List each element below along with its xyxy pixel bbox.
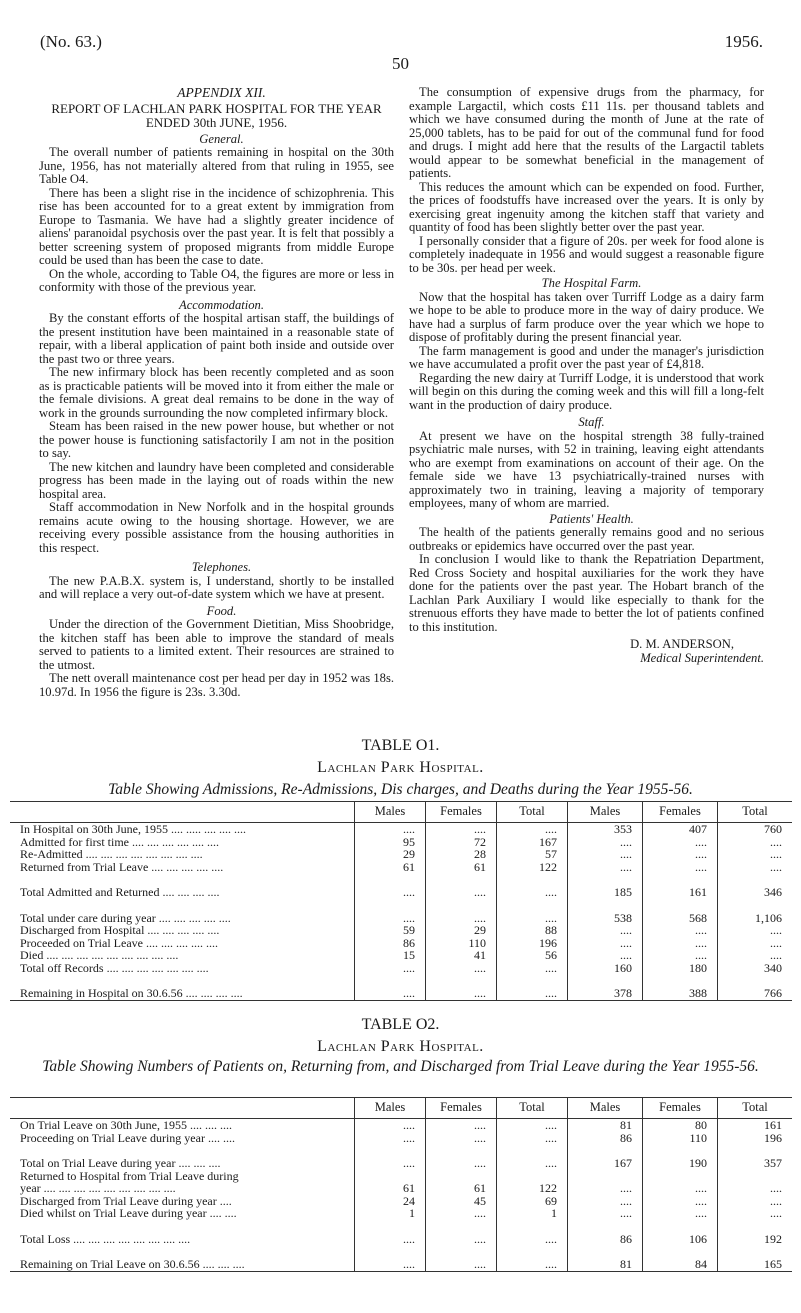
table-cell: 165 xyxy=(718,1258,793,1271)
table-cell: .... xyxy=(355,987,426,1000)
paragraph: The health of the patients generally remains good and no serious outbreaks or epidemics have occurred over the past year. xyxy=(409,525,764,553)
table-cell: 180 xyxy=(643,962,718,975)
row-label: Returned to Hospital from Trial Leave during xyxy=(20,1168,239,1183)
table-cell: 122 xyxy=(497,861,568,874)
table-cell: .... xyxy=(426,1119,497,1132)
table-cell: 61 xyxy=(355,1182,426,1195)
header-document-number: (No. 63.) xyxy=(40,32,102,51)
table-cell: .... xyxy=(718,1182,793,1195)
table-cell: .... xyxy=(643,1195,718,1208)
paragraph: By the constant efforts of the hospital artisan staff, the buildings of the present institution have been maintained in a reasonable state of repair, with a liberal application of paint both inside and outside over the past two or three years. xyxy=(39,311,394,366)
paragraph: At present we have on the hospital strength 38 fully-trained psychiatric male nurses, with 52 in training, leaving eight attendants who are exempt from examinations on account of their age. On the female side we have 13 psychiatrically-trained nurses with approximately two in training, leaving a majority of temporary employees, many of whom are married. xyxy=(409,428,764,510)
table-cell: 45 xyxy=(426,1195,497,1208)
table-header-cell: Males xyxy=(355,1098,426,1119)
table-cell: 29 xyxy=(426,924,497,937)
table-row xyxy=(10,962,792,975)
table-cell: .... xyxy=(718,1195,793,1208)
table-cell xyxy=(355,899,426,912)
table-cell: .... xyxy=(643,937,718,950)
paragraph: Now that the hospital has taken over Turriff Lodge as a dairy farm we hope to be able to produce more in the way of dairy produce. We have had a surplus of farm produce over the year which we hope to dispose of profitably during the present financial year. xyxy=(409,289,764,344)
table-header-cell: Males xyxy=(355,802,426,823)
row-label: Died .... .... .... .... .... .... .... .... .... xyxy=(20,948,179,962)
table-row xyxy=(10,1119,792,1132)
table-cell: .... xyxy=(355,1157,426,1170)
table-cell: .... xyxy=(718,861,793,874)
table-header-label xyxy=(10,1098,355,1119)
table-cell: .... xyxy=(426,823,497,836)
table-header-cell: Total xyxy=(497,1098,568,1119)
table-row xyxy=(10,1220,792,1233)
paragraph: The consumption of expensive drugs from the pharmacy, for example Largactil, which costs £11 11s. per thousand tablets and which we have consumed during the month of June at the rate of 25,000 tablets, has to be paid for out of the communal fund for food and drugs. I might add here that the results of the Largactil tablets would appear to be somewhat beneficial in the management of patients. xyxy=(409,85,764,180)
table-header-cell: Males xyxy=(568,1098,643,1119)
table-cell: 357 xyxy=(718,1157,793,1170)
table-cell: 57 xyxy=(497,848,568,861)
paragraph: The farm management is good and under the manager's jurisdiction we have accumulated a profit over the past year of £4,818. xyxy=(409,343,764,371)
table-cell: .... xyxy=(355,1119,426,1132)
table-cell: .... xyxy=(643,848,718,861)
table-cell: .... xyxy=(355,886,426,899)
table-header-cell: Females xyxy=(426,802,497,823)
table-cell: 81 xyxy=(568,1258,643,1271)
table-cell: 1 xyxy=(355,1207,426,1220)
table-cell: .... xyxy=(497,1157,568,1170)
table-row xyxy=(10,886,792,899)
table-cell: .... xyxy=(568,949,643,962)
table-header-cell: Males xyxy=(568,802,643,823)
table-cell: 1,106 xyxy=(718,912,793,925)
table-cell: .... xyxy=(355,912,426,925)
paragraph: This reduces the amount which can be expended on food. Further, the prices of foodstuffs have increased over the years. It is only by exercising great ingenuity among the kitchen staff that variety and quantity of food has been slightly better over the past year. xyxy=(409,179,764,234)
table-cell: .... xyxy=(426,1157,497,1170)
table-cell: 106 xyxy=(643,1233,718,1246)
table-cell: .... xyxy=(568,836,643,849)
table-cell: 72 xyxy=(426,836,497,849)
table-cell: 568 xyxy=(643,912,718,925)
row-label: Total on Trial Leave during year .... .... .... xyxy=(20,1156,221,1170)
table2-hospital: Lachlan Park Hospital. xyxy=(317,1038,484,1055)
paragraph: The new P.A.B.X. system is, I understand, shortly to be installed and will replace a very out-of-date system which we have at present. xyxy=(39,573,394,601)
table-cell: 388 xyxy=(643,987,718,1000)
table-cell: 161 xyxy=(643,886,718,899)
table-cell: 61 xyxy=(426,1182,497,1195)
table1-hospital: Lachlan Park Hospital. xyxy=(317,759,484,776)
row-label xyxy=(10,1220,355,1233)
table-cell: .... xyxy=(497,823,568,836)
row-label: Died whilst on Trial Leave during year .... .... xyxy=(20,1206,237,1220)
section-heading-general: General. xyxy=(199,131,244,146)
table-cell: 69 xyxy=(497,1195,568,1208)
table-cell: .... xyxy=(355,823,426,836)
row-label xyxy=(10,899,355,912)
row-label: Proceeding on Trial Leave during year .... .... xyxy=(20,1130,235,1145)
table-cell: .... xyxy=(643,1207,718,1220)
table-row xyxy=(10,823,792,836)
row-label: Re-Admitted .... .... .... .... .... .... .... .... xyxy=(20,847,203,861)
table-cell: 15 xyxy=(355,949,426,962)
table-header-cell: Total xyxy=(497,802,568,823)
table-header-cell: Total xyxy=(718,1098,793,1119)
table-row xyxy=(10,1207,792,1220)
row-label: Discharged from Trial Leave during year .... xyxy=(20,1193,232,1208)
table-cell: .... xyxy=(355,962,426,975)
table-header-cell: Females xyxy=(643,1098,718,1119)
row-label: Total Admitted and Returned .... .... .... .... xyxy=(20,885,220,899)
section-heading-food: Food. xyxy=(206,603,237,618)
table2 xyxy=(10,1097,792,1272)
table-cell: .... xyxy=(497,1258,568,1271)
section-heading-accommodation: Accommodation. xyxy=(179,297,264,312)
table-cell xyxy=(497,899,568,912)
table-cell: 353 xyxy=(568,823,643,836)
header-year: 1956. xyxy=(724,32,763,51)
table-cell xyxy=(718,899,793,912)
table-cell: 61 xyxy=(426,861,497,874)
table-cell xyxy=(497,1220,568,1233)
paragraph: Under the direction of the Government Dietitian, Miss Shoobridge, the kitchen staff has been able to improve the standard of meals served to patients to a limited extent. Their resources are strained to the utmost. xyxy=(39,617,394,672)
table-row xyxy=(10,1182,792,1195)
table-cell: 41 xyxy=(426,949,497,962)
paragraph: The overall number of patients remaining in hospital on the 30th June, 1956, has not materially altered from that ruling in 1955, see Table O4. xyxy=(39,145,394,186)
table-header-row xyxy=(10,802,792,823)
row-label: Remaining on Trial Leave on 30.6.56 .... .... .... xyxy=(10,1258,355,1271)
table-header-cell: Females xyxy=(426,1098,497,1119)
paragraph: The new kitchen and laundry have been completed and considerable progress has been made in the laying out of roads within the new hospital area. xyxy=(39,459,394,501)
table-cell xyxy=(568,899,643,912)
table-cell: .... xyxy=(718,848,793,861)
table-cell: 29 xyxy=(355,848,426,861)
row-label: Discharged from Hospital .... .... .... .... .... xyxy=(20,923,220,937)
table-cell: 766 xyxy=(718,987,793,1000)
paragraph: In conclusion I would like to thank the Repatriation Department, Red Cross Society and hospital auxiliaries for the work they have done for the patients over the past year. The Hobart branch of the Lachlan Park Auxiliary I would like especially to thank for the strenuous efforts they have made to better the lot of patients confined to this institution. xyxy=(409,552,764,634)
row-label: On Trial Leave on 30th June, 1955 .... .... .... xyxy=(20,1118,232,1132)
row-label: Admitted for first time .... .... .... .... .... .... xyxy=(20,834,219,849)
table-cell: 110 xyxy=(643,1132,718,1145)
table-cell: 28 xyxy=(426,848,497,861)
table-header-label xyxy=(10,802,355,823)
table-cell: 81 xyxy=(568,1119,643,1132)
table-row xyxy=(10,924,792,937)
table-cell: .... xyxy=(643,836,718,849)
table-cell: 538 xyxy=(568,912,643,925)
table-cell: 1 xyxy=(497,1207,568,1220)
row-label: In Hospital on 30th June, 1955 .... ..... .... .... .... xyxy=(20,822,246,836)
table-cell xyxy=(718,1220,793,1233)
table-cell xyxy=(426,899,497,912)
section-heading-staff: Staff. xyxy=(578,415,605,429)
table-cell: .... xyxy=(497,1132,568,1145)
signature-name: D. M. ANDERSON, xyxy=(630,637,734,651)
table-cell: .... xyxy=(426,962,497,975)
report-title: REPORT OF LACHLAN PARK HOSPITAL FOR THE YEAR ENDED 30th JUNE, 1956. xyxy=(51,100,382,130)
table-cell: .... xyxy=(355,1132,426,1145)
table-cell: .... xyxy=(568,1182,643,1195)
right-column xyxy=(409,86,764,665)
table-cell: 190 xyxy=(643,1157,718,1170)
row-label: Proceeded on Trial Leave .... .... .... .... .... xyxy=(20,935,218,950)
table-cell: .... xyxy=(497,912,568,925)
table-cell: 86 xyxy=(355,937,426,950)
appendix-heading: APPENDIX XII. xyxy=(177,85,266,100)
table-cell: 760 xyxy=(718,823,793,836)
table-row xyxy=(10,848,792,861)
paragraph: There has been a slight rise in the incidence of schizophrenia. This rise has been accounted for to a great extent by immigration from Europe to Tasmania. We have had a slightly greater incidence of aliens' paranoidal psychosis over the past year. It is felt that possibly a better screening system of proposed migrants from middle Europe could be used than has been the case to date. xyxy=(39,185,394,267)
table-cell: .... xyxy=(718,924,793,937)
table2-number: TABLE O2. xyxy=(361,1016,440,1033)
table-header-cell: Females xyxy=(643,802,718,823)
table-cell: 161 xyxy=(718,1119,793,1132)
paragraph: Steam has been raised in the new power house, but whether or not the power house is functioning satisfactorily I am not in the position to say. xyxy=(39,419,394,460)
table-cell: .... xyxy=(426,1258,497,1271)
table-row xyxy=(10,1233,792,1246)
table2-caption: Table Showing Numbers of Patients on, Returning from, and Discharged from Trial Leave during the Year 1955-56. xyxy=(42,1058,759,1075)
row-label: year .... .... .... .... .... .... .... .... .... xyxy=(20,1181,176,1195)
table-row xyxy=(10,1132,792,1145)
row-label: Returned from Trial Leave .... .... .... .... .... xyxy=(20,859,224,874)
table-cell xyxy=(643,1220,718,1233)
table-cell: 86 xyxy=(568,1132,643,1145)
table-cell: 192 xyxy=(718,1233,793,1246)
table-cell: .... xyxy=(568,848,643,861)
table-cell: 24 xyxy=(355,1195,426,1208)
table1-caption: Table Showing Admissions, Re-Admissions, Dis charges, and Deaths during the Year 1955-56. xyxy=(108,781,693,798)
table-cell: 407 xyxy=(643,823,718,836)
table-cell: .... xyxy=(643,924,718,937)
table-cell: .... xyxy=(355,1233,426,1246)
table-cell: .... xyxy=(643,949,718,962)
row-label: Total Loss .... .... .... .... .... .... .... .... xyxy=(20,1231,191,1246)
table-row xyxy=(10,861,792,874)
table-cell: .... xyxy=(718,937,793,950)
table-cell: .... xyxy=(497,1119,568,1132)
paragraph: The new infirmary block has been recently completed and as soon as is practicable patients will be moved into it from either the male or the female divisions. A great deal remains to be done in the way of work in the grounds surrounding the now completed infirmary block. xyxy=(39,365,394,420)
table-cell xyxy=(568,1220,643,1233)
table-cell xyxy=(643,899,718,912)
table-cell: .... xyxy=(355,1258,426,1271)
table-cell: .... xyxy=(568,924,643,937)
table-cell: 110 xyxy=(426,937,497,950)
table-cell: 196 xyxy=(497,937,568,950)
table-cell: .... xyxy=(718,1207,793,1220)
table-cell: 95 xyxy=(355,836,426,849)
section-heading-health: Patients' Health. xyxy=(549,511,634,526)
table-cell: 346 xyxy=(718,886,793,899)
paragraph: The nett overall maintenance cost per head per day in 1952 was 18s. 10.97d. In 1956 the figure is 23s. 3.30d. xyxy=(39,671,394,699)
table-row xyxy=(10,949,792,962)
table1-number: TABLE O1. xyxy=(361,737,440,754)
paragraph: On the whole, according to Table O4, the figures are more or less in conformity with those of the previous year. xyxy=(39,266,394,294)
section-heading-farm: The Hospital Farm. xyxy=(541,276,642,290)
table-row xyxy=(10,987,792,1000)
table-cell: 59 xyxy=(355,924,426,937)
table-cell: .... xyxy=(718,836,793,849)
table-header-cell: Total xyxy=(718,802,793,823)
table-cell: 196 xyxy=(718,1132,793,1145)
table-cell: .... xyxy=(426,987,497,1000)
table-cell: .... xyxy=(568,861,643,874)
section-heading-telephones: Telephones. xyxy=(191,560,252,574)
table-cell: .... xyxy=(497,886,568,899)
table-cell: .... xyxy=(426,886,497,899)
table-row xyxy=(10,1157,792,1170)
table-cell: 167 xyxy=(568,1157,643,1170)
table-cell: 122 xyxy=(497,1182,568,1195)
table-cell: .... xyxy=(718,949,793,962)
table-cell xyxy=(426,1220,497,1233)
table-cell: 56 xyxy=(497,949,568,962)
table-cell: .... xyxy=(497,962,568,975)
row-label: Total off Records .... .... .... .... .... .... .... xyxy=(20,960,209,975)
page-number: 50 xyxy=(392,54,409,73)
row-label: Remaining in Hospital on 30.6.56 .... .... .... .... xyxy=(10,987,355,1000)
table-cell: 86 xyxy=(568,1233,643,1246)
paragraph: Staff accommodation in New Norfolk and in the hospital grounds remains acute owing to the housing shortage. However, we are receiving every possible assistance from the housing authorities in this respect. xyxy=(39,500,394,555)
table-cell: .... xyxy=(426,1207,497,1220)
table-cell: 185 xyxy=(568,886,643,899)
table-cell: .... xyxy=(426,912,497,925)
table-cell: 88 xyxy=(497,924,568,937)
table-row xyxy=(10,899,792,912)
table-cell: 340 xyxy=(718,962,793,975)
table-cell: .... xyxy=(497,987,568,1000)
table-cell: .... xyxy=(568,1207,643,1220)
table-cell: 378 xyxy=(568,987,643,1000)
table-cell: .... xyxy=(643,861,718,874)
table-cell: .... xyxy=(568,1195,643,1208)
table-cell: 160 xyxy=(568,962,643,975)
row-label: Total under care during year .... .... .... .... .... xyxy=(20,910,231,925)
table-cell: 167 xyxy=(497,836,568,849)
table-cell: .... xyxy=(426,1233,497,1246)
table-row xyxy=(10,1258,792,1271)
table-cell: 84 xyxy=(643,1258,718,1271)
table-cell: .... xyxy=(643,1182,718,1195)
signature-title: Medical Superintendent. xyxy=(640,650,764,665)
table-cell: 61 xyxy=(355,861,426,874)
table-header-row xyxy=(10,1098,792,1119)
table-cell: 80 xyxy=(643,1119,718,1132)
paragraph: I personally consider that a figure of 20s. per week for food alone is completely inadequate in 1956 and would suggest a reasonable figure to be 30s. per head per week. xyxy=(409,233,764,275)
paragraph: Regarding the new dairy at Turriff Lodge, it is understood that work will begin on this during the coming week and this will fill a long-felt want in the production of dairy produce. xyxy=(409,370,764,412)
table1 xyxy=(10,801,792,1001)
table-cell: .... xyxy=(426,1132,497,1145)
table-cell xyxy=(355,1220,426,1233)
table-cell: .... xyxy=(497,1233,568,1246)
left-column xyxy=(39,86,394,699)
table-cell: .... xyxy=(568,937,643,950)
